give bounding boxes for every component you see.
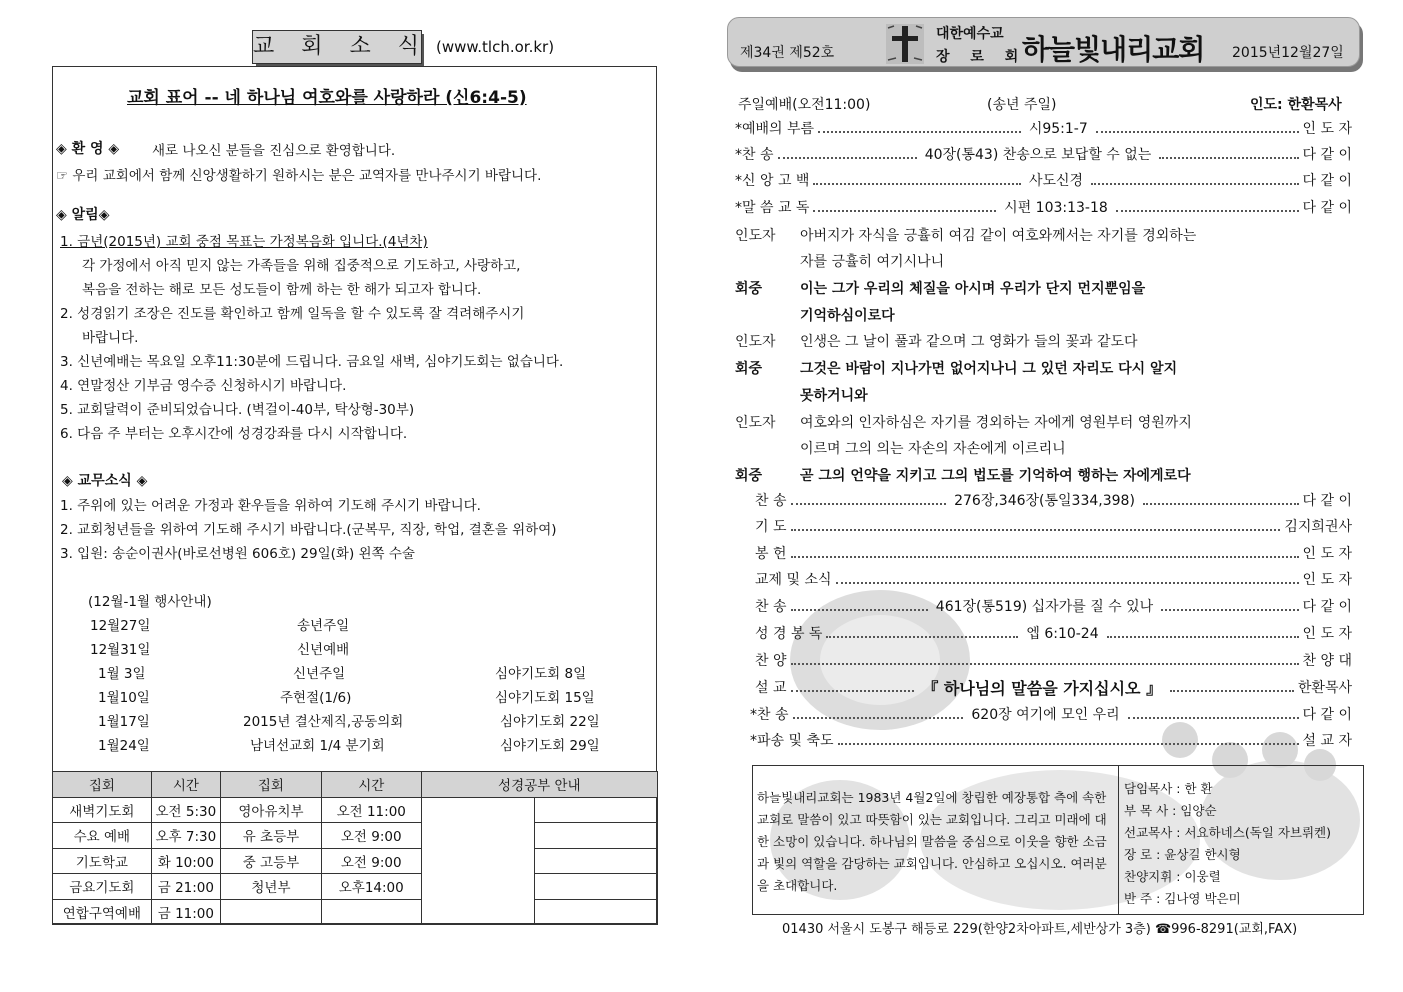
order-label: 찬 송 [755,599,787,615]
leader-dots [791,556,1299,558]
order-content: 사도신경 [1028,173,1084,189]
leader-dots [818,131,1021,133]
cell: 화 10:00 [151,848,220,874]
order-label: *찬 송 [750,707,789,723]
worship-order-item [755,488,1352,512]
denomination-line2: 장 로 회 [936,49,1027,65]
order-leader: 찬 양 대 [1302,653,1352,669]
reading-line: 이르며 그의 의는 자손의 자손에게 이르리니 [800,441,1066,457]
welcome-text: 새로 나오신 분들을 진심으로 환영합니다. [152,143,396,159]
cell: 수요 예배 [53,823,152,849]
event-date: 1월 3일 [98,666,146,682]
order-leader: 인 도 자 [1302,626,1352,642]
leader-dots [1170,690,1294,692]
order-label: 찬 송 [755,493,787,509]
header-time: 시간 [151,772,220,798]
notice-item: 각 가정에서 아직 믿지 않는 가족들을 위해 집중적으로 기도하고, 사랑하고, [82,258,521,274]
table-row [53,848,658,874]
service-theme: (송년 주일) [987,97,1057,113]
notice-item: 복음을 전하는 해로 모든 성도들이 함께 하는 한 해가 되고자 합니다. [82,282,482,298]
header-meeting: 집회 [221,772,322,798]
reading-line: 기억하심이로다 [800,308,895,324]
reading-line: 못하거니와 [800,388,868,404]
leader-dots [791,529,1281,531]
leader-dots [1159,157,1298,159]
leader-dots [1161,609,1298,611]
staff-line: 찬양지휘 : 이웅렬 [1124,869,1221,884]
leader-dots [791,503,947,505]
order-content: 620장 여기에 모인 우리 [971,707,1120,723]
reading-line: 곧 그의 언약을 지키고 그의 법도를 기억하여 행하는 자에게로다 [800,468,1191,484]
cell: 기도학교 [53,848,152,874]
order-leader: 인 도 자 [1302,546,1352,562]
event-name: 주현절(1/6) [280,690,352,706]
event-extra: 심야기도회 8일 [495,666,587,682]
affairs-item: 2. 교회청년들을 위하여 기도해 주시기 바랍니다.(군복무, 직장, 학업, 결혼을 위하여) [60,522,557,538]
cell: 영아유치부 [221,797,322,823]
church-url[interactable]: (www.tlch.or.kr) [436,38,555,56]
sermon-title: 『 하나님의 말씀을 가지십시오 』 [922,678,1163,698]
notice-item: 2. 성경읽기 조장은 진도를 확인하고 함께 일독을 할 수 있도록 잘 격려해주시기 [60,306,525,322]
leader-dots [826,636,1018,638]
cell: 유 초등부 [221,823,322,849]
notice-item: 1. 금년(2015년) 교회 중점 목표는 가정복음화 입니다.(4년차) [60,234,428,250]
service-time: 주일예배(오전11:00) [738,97,871,113]
staff-line: 선교목사 : 서요하네스(독일 자브뤼켄) [1124,825,1332,840]
order-leader: 다 같 이 [1302,200,1352,216]
affairs-item: 1. 주위에 있는 어려운 가정과 환우들을 위하여 기도해 주시기 바랍니다. [60,498,481,514]
cell: 오후14:00 [321,874,421,900]
leader-dots [1096,131,1299,133]
schedule-table [52,771,658,925]
leader-dots [791,663,1299,665]
order-label: 교제 및 소식 [755,572,832,588]
cell: 중 고등부 [221,848,322,874]
worship-order-item [750,702,1352,726]
notice-item: 5. 교회달력이 준비되었습니다. (벽걸이-40부, 탁상형-30부) [60,402,415,418]
table-row [53,874,658,900]
order-leader: 다 같 이 [1302,707,1352,723]
worship-order-item [735,142,1352,166]
cell [535,797,658,823]
event-name: 남녀선교회 1/4 분기회 [250,738,385,754]
worship-order-item [755,567,1352,591]
church-cross-logo [884,22,926,66]
order-label: *파송 및 축도 [750,733,834,749]
cell: 오전 9:00 [321,848,421,874]
header-time: 시간 [321,772,421,798]
events-heading: (12월-1월 행사안내) [88,594,212,610]
reading-line: 이는 그가 우리의 체질을 아시며 우리가 단지 먼지뿐임을 [800,281,1146,297]
cell [535,848,658,874]
order-label: *신 앙 고 백 [735,173,810,189]
cell [321,899,421,925]
schedule-header-row [53,772,658,798]
worship-order-item [755,621,1352,645]
cell: 오전 5:30 [151,797,220,823]
order-label: 봉 헌 [755,546,787,562]
table-row [53,899,658,925]
leader-dots [813,210,996,212]
church-motto: 교회 표어 -- 네 하나님 여호와를 사랑하라 (신6:4-5) [127,88,527,108]
cell [221,899,322,925]
event-name: 2015년 결산제직,공동의회 [243,714,404,730]
cell [535,874,658,900]
leader-dots [793,717,964,719]
event-date: 12월31일 [90,642,151,658]
reading-speaker: 회중 [735,361,763,377]
issue-number: 제34권 제52호 [740,45,835,61]
order-content: 시편 103:13-18 [1004,200,1108,216]
event-extra: 심야기도회 22일 [500,714,600,730]
order-label: 찬 양 [755,653,787,669]
order-leader: 다 같 이 [1302,599,1352,615]
affairs-heading: ◈ 교무소식 ◈ [62,473,148,489]
table-row [53,823,658,849]
order-content: 시95:1-7 [1028,121,1088,137]
order-label: 설 교 [755,680,787,696]
order-label: 기 도 [755,519,787,535]
order-leader: 김지희권사 [1284,519,1352,535]
event-date: 1월24일 [98,738,150,754]
cell [535,823,658,849]
church-address: 01430 서울시 도봉구 해등로 229(한양2차아파트,세반상가 3층) ☎996-8291(교회,FAX) [782,922,1298,937]
reading-line: 아버지가 자식을 긍휼히 여김 같이 여호와께서는 자기를 경외하는 [800,228,1197,244]
worship-order-item [755,541,1352,565]
worship-order-item [755,514,1352,538]
leader-dots [791,690,915,692]
header-bible-study: 성경공부 안내 [421,772,657,798]
table-row [53,797,658,823]
leader-dots [1116,210,1299,212]
order-content: 엡 6:10-24 [1026,626,1099,642]
leader-dots [1143,503,1299,505]
reading-line: 자를 긍휼히 여기시나니 [800,254,945,270]
cell: 오전 9:00 [321,823,421,849]
event-date: 1월17일 [98,714,150,730]
staff-line: 담임목사 : 한 환 [1124,781,1213,796]
reading-line: 그것은 바람이 지나가면 없어지나니 그 있던 자리도 다시 알지 [800,361,1178,377]
notice-item: 6. 다음 주 부터는 오후시간에 성경강좌를 다시 시작합니다. [60,426,408,442]
notice-item: 바랍니다. [82,330,139,346]
cell: 금요기도회 [53,874,152,900]
service-leader: 인도: 한환목사 [1250,97,1342,113]
worship-order-item [735,168,1352,192]
affairs-item: 3. 입원: 송순이권사(바로선병원 606호) 29일(화) 왼쪽 수술 [60,546,415,562]
leader-dots [1128,717,1299,719]
cell: 연합구역예배 [53,899,152,925]
event-name: 신년주일 [293,666,346,682]
notice-item: 3. 신년예배는 목요일 오후11:30분에 드립니다. 금요일 새벽, 심야기도회는 없습니다. [60,354,564,370]
event-extra: 심야기도회 29일 [500,738,600,754]
reading-speaker: 인도자 [735,228,776,244]
order-content: 276장,346장(통일334,398) [954,493,1135,509]
worship-order-item [750,728,1352,752]
worship-order-item [755,675,1352,699]
notice-heading: ◈ 알림◈ [56,207,110,223]
notice-item: 4. 연말정산 기부금 영수증 신청하시기 바랍니다. [60,378,347,394]
leader-dots [836,582,1299,584]
reading-speaker: 인도자 [735,415,776,431]
order-content: 40장(통43) 찬송으로 보답할 수 없는 [924,147,1152,163]
reading-speaker: 회중 [735,468,763,484]
bulletin-date: 2015년12월27일 [1232,45,1344,61]
order-label: *찬 송 [735,147,774,163]
worship-order-item [755,594,1352,618]
denomination-line1: 대한예수교 [936,26,1004,42]
order-leader: 다 같 이 [1302,173,1353,189]
cell: 금 21:00 [151,874,220,900]
order-label: 성 경 봉 독 [755,626,823,642]
cell: 오후 7:30 [151,823,220,849]
order-label: *예배의 부름 [735,121,815,137]
welcome-note: ☞ 우리 교회에서 함께 신앙생활하기 원하시는 분은 교역자를 만나주시기 바랍니다. [56,168,542,184]
leader-dots [1091,183,1298,185]
event-extra: 심야기도회 15일 [495,690,595,706]
leader-dots [838,743,1299,745]
staff-line: 반 주 : 김나영 박은미 [1124,891,1241,906]
staff-line: 부 목 사 : 임양순 [1124,803,1217,818]
cell: 오전 11:00 [321,797,421,823]
staff-line: 장 로 : 윤상길 한시형 [1124,847,1241,862]
order-leader: 다 같 이 [1302,147,1353,163]
order-leader: 다 같 이 [1302,493,1353,509]
cell: 새벽기도회 [53,797,152,823]
leader-dots [813,183,1020,185]
worship-order-item [755,648,1352,672]
event-name: 송년주일 [297,618,350,634]
worship-order-item [735,116,1352,140]
order-leader: 설 교 자 [1302,733,1352,749]
event-date: 12월27일 [90,618,151,634]
leader-dots [791,609,928,611]
reading-line: 여호와의 인자하심은 자기를 경외하는 자에게 영원부터 영원까지 [800,415,1192,431]
order-label: *말 씀 교 독 [735,200,810,216]
order-content: 461장(통519) 십자가를 질 수 있나 [935,599,1154,615]
reading-speaker: 회중 [735,281,763,297]
reading-line: 인생은 그 날이 풀과 같으며 그 영화가 들의 꽃과 같도다 [800,334,1138,350]
order-leader: 한환목사 [1297,680,1352,696]
info-divider [1118,765,1119,915]
church-name: 하늘빛내리교회 [1022,33,1205,66]
cell: 금 11:00 [151,899,220,925]
reading-speaker: 인도자 [735,334,776,350]
leader-dots [1107,636,1299,638]
order-leader: 인 도 자 [1302,121,1353,137]
bible-study-cell [421,797,534,925]
order-leader: 인 도 자 [1302,572,1352,588]
welcome-heading: ◈ 환 영 ◈ [56,141,120,157]
news-title: 교 회 소 식 [252,30,422,64]
cell: 청년부 [221,874,322,900]
leader-dots [778,157,917,159]
worship-order-item [735,195,1352,219]
church-introduction: 하늘빛내리교회는 1983년 4월2일에 창립한 예장통합 측에 속한 교회로 말씀이 있고 따뜻함이 있는 교회입니다. 그리고 미래에 대한 소망이 있습니다. 하나님의 말씀을 중심으로 이웃을 향한 소금과 빛의 역할을 감당하는 교회입니다. 안심하고 오십시오. 여러분을 초대합니다. [757,790,1107,893]
event-date: 1월10일 [98,690,150,706]
cell [535,899,658,925]
header-meeting: 집회 [53,772,152,798]
event-name: 신년예배 [297,642,350,658]
